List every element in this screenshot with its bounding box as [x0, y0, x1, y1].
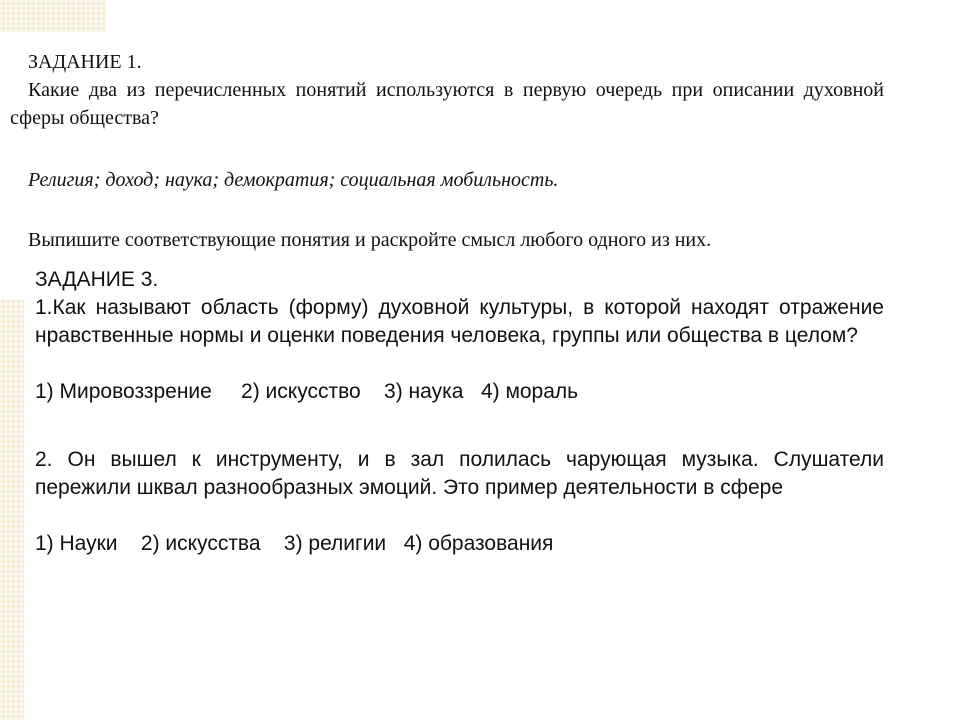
- task-3-heading: ЗАДАНИЕ 3.: [35, 268, 159, 291]
- task-3-panel: [24, 262, 890, 720]
- task-3-question-1: 1.Как называют область (форму) духовной культуры, в которой находят отражение нравственные нормы и оценки поведения человека, группы или общества в целом?: [35, 296, 884, 347]
- task-1-instruction: Выпишите соответствующие понятия и раскройте смысл любого одного из них.: [28, 229, 712, 251]
- q2-answer-1: 1) Науки: [35, 532, 118, 555]
- q2-answer-3: 3) религии: [283, 532, 387, 555]
- question-2-answers: [35, 530, 884, 558]
- task-1-terms: Религия; доход; наука; демократия; социальная мобильность.: [28, 169, 559, 191]
- q1-answer-4: 4) мораль: [480, 380, 579, 403]
- task-1-block: [10, 48, 884, 254]
- q1-answer-3: 3) наука: [384, 380, 464, 403]
- task-1-question: Какие два из перечисленных понятий используются в первую очередь при описании духовной сферы общества?: [10, 79, 884, 129]
- q1-answer-2: 2) искусство: [241, 380, 361, 403]
- decorative-pattern-top: [0, 0, 106, 32]
- question-1-answers: [35, 378, 884, 406]
- q2-answer-2: 2) искусства: [140, 532, 261, 555]
- task-3-block: [0, 262, 960, 720]
- q1-answer-1: 1) Мировоззрение: [35, 380, 212, 403]
- task-1-heading: ЗАДАНИЕ 1.: [28, 51, 142, 73]
- task-3-question-2: 2. Он вышел к инструменту, и в зал полилась чарующая музыка. Слушатели пережили шквал разнообразных эмоций. Это пример деятельности в сфере: [35, 448, 884, 499]
- q2-answer-4: 4) образования: [403, 532, 554, 555]
